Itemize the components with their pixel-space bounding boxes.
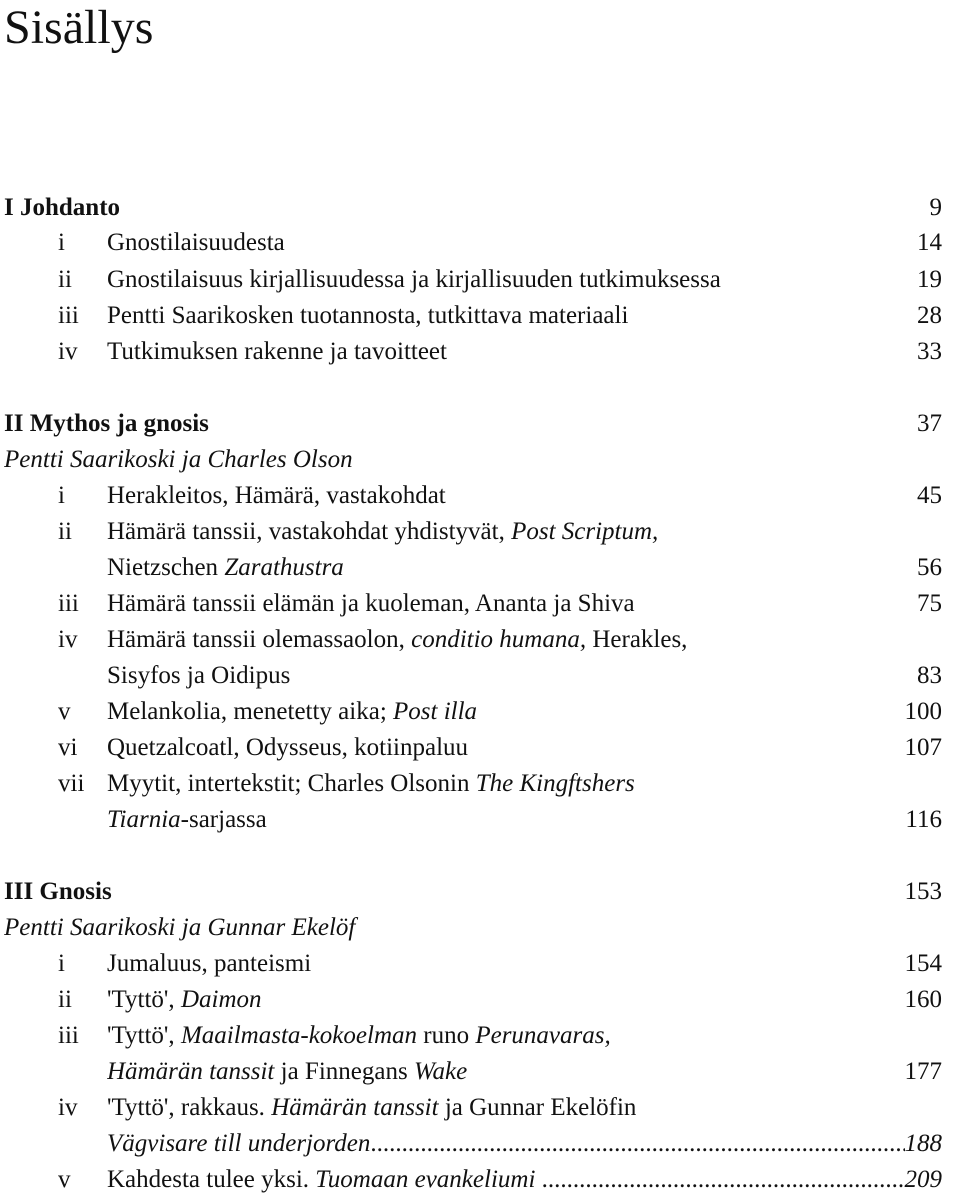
toc-part-heading: [0, 874, 942, 910]
toc-title-segment: The Kingftshers: [475, 770, 635, 797]
toc-page-number: 154: [904, 950, 942, 977]
toc-entry-title: [107, 262, 862, 298]
toc-title-segment: Herakles,: [586, 626, 688, 653]
toc-title-segment: Tiarnia: [107, 806, 181, 833]
page-title: Sisällys: [4, 1, 154, 54]
toc-title-segment: Tuomaan evankeliumi: [315, 1166, 536, 1193]
toc-title-segment: Hämärän tanssit: [107, 1058, 275, 1085]
toc-title-segment: Quetzalcoatl, Odysseus, kotiinpaluu: [107, 734, 469, 761]
toc-entry-title: [107, 946, 862, 982]
toc-page-number: 19: [917, 266, 942, 293]
toc-title-segment: Hämärän tanssit: [271, 1094, 439, 1121]
toc-entry-number: i: [58, 482, 65, 509]
toc-page-number: 14: [917, 229, 942, 256]
toc-page-number: 83: [917, 662, 942, 689]
toc-title-segment: Daimon: [180, 986, 262, 1013]
toc-entry-number: ii: [58, 266, 72, 293]
toc-entry-title: [107, 514, 862, 550]
toc-entry-title: [4, 406, 862, 442]
toc-entry-title: [107, 658, 862, 694]
toc-title-segment: Post illa: [393, 698, 478, 725]
toc-entry: [0, 946, 942, 982]
toc-entry-number: i: [58, 229, 65, 256]
toc-page-number: 37: [917, 410, 942, 437]
toc-entry: [0, 1126, 942, 1162]
toc-title-segment: Hämärä tanssii elämän ja kuoleman, Ananta ja Shiva: [107, 590, 635, 617]
toc-title-segment: III Gnosis: [4, 878, 112, 905]
toc-entry-title: [107, 766, 862, 802]
toc-subheading: [0, 442, 942, 478]
toc-entry-number: v: [58, 698, 71, 725]
toc-entry: [0, 1162, 942, 1198]
toc-title-segment: Perunavaras,: [475, 1022, 611, 1049]
toc-entry-title: [107, 1162, 942, 1198]
toc-entry: [0, 766, 942, 802]
toc-subheading: [0, 910, 942, 946]
toc-entry: [0, 298, 942, 334]
toc-entry-title: [4, 874, 862, 910]
toc-entry-number: vi: [58, 734, 78, 761]
toc-title-segment: Hämärä tanssii olemassaolon,: [107, 626, 412, 653]
toc-entry-number: iv: [58, 1094, 78, 1121]
toc-entry: [0, 730, 942, 766]
toc-title-segment: Gnostilaisuus kirjallisuudessa ja kirjallisuuden tutkimuksessa: [107, 266, 721, 293]
toc-entry-title: [107, 586, 862, 622]
toc-title-segment: Post Scriptum,: [511, 518, 659, 545]
toc-part-heading: [0, 190, 942, 226]
toc-title-segment: ja Finnegans: [274, 1058, 414, 1085]
toc-title-segment: 'Tyttö',: [107, 986, 181, 1013]
toc-entry: [0, 622, 942, 658]
toc-title-segment: Herakleitos, Hämärä, vastakohdat: [107, 482, 446, 509]
toc-entry-number: iv: [58, 626, 78, 653]
dot-leader: [370, 1126, 904, 1162]
toc-entry-title: [107, 334, 862, 370]
toc-title-segment: 'Tyttö',: [107, 1022, 181, 1049]
toc-title-segment: Gnostilaisuudesta: [107, 229, 285, 256]
toc-entry-title: [107, 1054, 862, 1090]
toc-entry: [0, 334, 942, 370]
toc-entry-title: [107, 982, 862, 1018]
toc-entry-number: ii: [58, 518, 72, 545]
toc-title-segment: Maailmasta-kokoelman: [180, 1022, 417, 1049]
toc-title-segment: Myytit, intertekstit; Charles Olsonin: [107, 770, 476, 797]
toc-entry: [0, 1090, 942, 1126]
toc-page-number: 116: [905, 806, 942, 833]
toc-entry: [0, 1054, 942, 1090]
toc-entry: [0, 478, 942, 514]
toc-page-number: 33: [917, 338, 942, 365]
toc-entry: [0, 1018, 942, 1054]
toc-entry: [0, 225, 942, 261]
toc-title-segment: II Mythos ja gnosis: [4, 410, 209, 437]
toc-entry-number: iii: [58, 1022, 79, 1049]
toc-entry-title: [4, 442, 862, 478]
toc-page-number: 160: [904, 986, 942, 1013]
toc-title-segment: Pentti Saarikoski ja Charles Olson: [4, 446, 353, 473]
toc-entry-number: i: [58, 950, 65, 977]
toc-title-segment: Pentti Saarikosken tuotannosta, tutkittava materiaali: [107, 302, 629, 329]
toc-page-number: 56: [917, 554, 942, 581]
toc-title-segment: Pentti Saarikoski ja Gunnar Ekelöf: [4, 914, 356, 941]
toc-page-number: 209: [904, 1166, 942, 1193]
toc-entry-title: [107, 622, 862, 658]
toc-entry: [0, 262, 942, 298]
dot-leader: [542, 1162, 905, 1198]
toc-entry-title: [107, 802, 862, 838]
toc-title-segment: Melankolia, menetetty aika;: [107, 698, 394, 725]
toc-entry-title: [107, 730, 862, 766]
toc-title-segment: 'Tyttö', rakkaus.: [107, 1094, 272, 1121]
toc-title-segment: Hämärä tanssii, vastakohdat yhdistyvät,: [107, 518, 512, 545]
toc-entry: [0, 550, 942, 586]
toc-entry-title: [4, 910, 862, 946]
toc-title-segment: ja Gunnar Ekelöfin: [438, 1094, 637, 1121]
toc-title-segment: conditio humana,: [411, 626, 587, 653]
toc-entry-number: iii: [58, 302, 79, 329]
toc-part-heading: [0, 406, 942, 442]
toc-entry-title: [107, 1126, 942, 1162]
toc-title-segment: Sisyfos ja Oidipus: [107, 662, 291, 689]
toc-entry: [0, 802, 942, 838]
toc-page-number: 75: [917, 590, 942, 617]
toc-title-segment: Wake: [413, 1058, 468, 1085]
toc-entry-title: [107, 550, 862, 586]
toc-title-segment: I Johdanto: [4, 194, 121, 221]
toc-page-number: 177: [904, 1058, 942, 1085]
toc-entry-title: [107, 694, 862, 730]
toc-entry: [0, 982, 942, 1018]
toc-entry-title: [107, 478, 862, 514]
toc-title-segment: Kahdesta tulee yksi.: [107, 1166, 316, 1193]
toc-title-segment: Tutkimuksen rakenne ja tavoitteet: [107, 338, 447, 365]
toc-page-number: 9: [929, 194, 942, 221]
toc-page-number: 153: [904, 878, 942, 905]
toc-entry-title: [107, 225, 862, 261]
toc-entry-title: [107, 1018, 862, 1054]
toc-title-segment: Nietzschen: [107, 554, 225, 581]
toc-entry: [0, 586, 942, 622]
toc-entry-title: [4, 190, 862, 226]
toc-page-number: 28: [917, 302, 942, 329]
toc-entry: [0, 514, 942, 550]
toc-entry-title: [107, 298, 862, 334]
toc-title-segment: Jumaluus, panteismi: [107, 950, 312, 977]
toc-page-number: 100: [904, 698, 942, 725]
toc-page-number: 107: [904, 734, 942, 761]
toc-title-segment: runo: [417, 1022, 476, 1049]
toc-page-number: 188: [904, 1130, 942, 1157]
toc-title-segment: Zarathustra: [224, 554, 344, 581]
toc-title-segment: Vägvisare till underjorden: [107, 1130, 371, 1157]
toc-entry: [0, 658, 942, 694]
toc-entry: [0, 694, 942, 730]
toc-page-number: 45: [917, 482, 942, 509]
toc-entry-title: [107, 1090, 862, 1126]
toc-entry-number: vii: [58, 770, 85, 797]
toc-entry-number: iv: [58, 338, 78, 365]
toc-entry-number: ii: [58, 986, 72, 1013]
toc-title-segment: -sarjassa: [180, 806, 267, 833]
toc-entry-number: v: [58, 1166, 71, 1193]
toc-entry-number: iii: [58, 590, 79, 617]
